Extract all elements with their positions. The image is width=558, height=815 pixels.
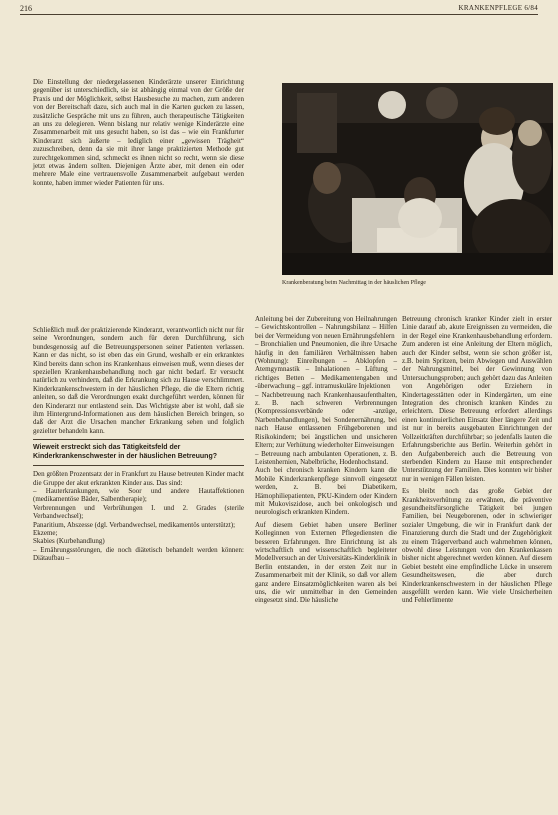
- list-item: Verbrennungen und Verbrühungen I. und 2. Grades (sterile Verbandwechsel);: [33, 503, 244, 521]
- column-2: [255, 315, 397, 609]
- section-heading: Wieweit erstreckt sich das Tätigkeitsfeld der Kinderkrankenschwester in der häuslichen Betreuung?: [33, 444, 217, 460]
- section-rule: [33, 439, 244, 440]
- list-item: Panaritium, Abszesse (dgl. Verbandwechsel, medikamentös unterstützt);: [33, 520, 236, 529]
- photo-home-care: [282, 83, 553, 275]
- running-head: KRANKENPFLEGE 6/84: [458, 4, 538, 12]
- paragraph: Es bleibt noch das große Gebiet der Krankheitsverhütung zu erwähnen, die präventive gesundheitsfürsorgliche Tätigkeit bei jungen Familien, bei Neugeborenen, oder in schwieriger sozialer Umgebung, die wir in Frankfurt dank der Finanzierung durch die Stadt und der Zugehörigkeit zu einem Trägerverband auch wahrnehmen können, obwohl diese Leistungen von den Krankenkassen bisher nicht abgerechnet werden können. Auf diesem Gebiet besteht eine empfindliche Lücke in unserem Gesundheitswesen, die aber durch Kinderkrankenschwestern in der häuslichen Pflege ausgefüllt werden kann. Wie viele Unsicherheiten und Fehlerlimente: [402, 487, 552, 605]
- paragraph: – Nachbetreuung nach Krankenhausaufenthalten, z. B. nach schweren Verbrennungen (Kompressionsverbände oder -anzüge, Narbenbehandlungen), bei Sondenernährung, bei nach Hause entlassenen Frühgeborenen und Risikokindern; bei ängstlichen und unsicheren Eltern; zur Verhütung wiederholter Einweisungen: [255, 390, 397, 450]
- paragraph: Auf diesem Gebiet haben unsere Berliner Kolleginnen von Externen Pflegediensten die besseren Erfahrungen. Ihre Einrichtung ist als wirtschaftlich und wissenschaftlich begleiteter Modellversuch an der Universitäts-Kinderklinik in Berlin entstanden, in der ersten Zeit nur in Zusammenarbeit mit der Klinik, so daß vor allem ganz andere Einsatzmöglichkeiten waren als bei uns, die wir unmittelbar in den Gemeinden eingesetzt sind. Die häusliche: [255, 520, 397, 605]
- paragraph: Anleitung bei der Zubereitung von Heilnahrungen – Gewichtskontrollen – Nahrungsbilanz – Hilfen bei der Vermeidung von neuen Ernährungsfehlern: [255, 315, 397, 340]
- section-rule: [33, 465, 244, 466]
- paragraph: Die Einstellung der niedergelassenen Kinderärzte unserer Einrichtung gegenüber ist unterschiedlich, sie ist abhängig einmal von der Größe der Praxis und der Möglichkeit, selbst Hausbesuche zu machen, zum anderen von der Bereitschaft dazu, sich auch mal in die Karten gucken zu lassen, zusätzliche Gespräche mit uns zu führen, auch therapeutische Tätigkeiten an uns zu delegieren. Wenn bislang nur relativ wenige Kinderärzte eine Zusammenarbeit mit uns gesucht haben, so ist das – wie ein Frankfurter Kinderarzt sich äußerte – lediglich einer „gewissen Trägheit“ zuzuschreiben, denn da sie mit ihrer lange praktizierten Methode gut zurechtgekommen sind, schmeckt es ihnen nicht so recht, wenn sie diese jetzt etwas ändern sollten. Diejenigen Ärzte aber, mit denen ein oder mehrere Male eine vertrauensvolle Zusammenarbeit aufgebaut werden konnte, haben immer wieder Patienten für uns.: [33, 78, 244, 187]
- photo-illustration: [282, 83, 553, 275]
- paragraph: Betreuung chronisch kranker Kinder zielt in erster Linie darauf ab, akute Ereignissen zu vermeiden, die in der Regel eine Krankenhausbehandlung erfordern. Zum anderen ist eine Anleitung der Eltern möglich, auch der Kinder selbst, wenn sie schon größer ist, z.B. beim Spritzen, beim Abwiegen und Auswählen der Nahrungsmittel, bei der Gewinnung von Untersuchungsproben; auch gehört dazu das Anleiten von Angehörigen oder Erziehern in Kindertagesstätten oder in Kindergärten, um eine Integration des chronisch kranken Kindes zu erleichtern. Diese Betreuung erfordert allerdings einen kontinuierlichen Einsatz über längere Zeit und ist nur in bereits ausgebauten Einrichtungen der Vollzeitkräften durchführbar; so jedenfalls lauten die Erfahrungsberichte aus Berlin. Weiterhin gehört in den Aufgabenbereich auch die Betreuung von sterbenden Kindern zu Hause mit entsprechender Unterstützung der Familien. Dies konnten wir bisher nur in wenigen Fällen leisten.: [402, 315, 552, 483]
- list-item: – Ernährungsstörungen, die noch diätetisch behandelt werden können: Diätaufbau –: [33, 545, 244, 563]
- paragraph: – Betreuung nach ambulanten Operationen, z. B. Leistenhernien, Nabelbrüche, Hodenhochstand.: [255, 449, 397, 466]
- header-rule: [20, 14, 538, 15]
- paragraph: – Bronchialien und Pneumonien, die ihre Ursache häufig in den familiären Verhältnissen haben (Wohnung): Einreibungen – Abklopfen – Atemgymnastik – Inhalationen – Lüftung – richtiges Betten – Medikamentengaben und -überwachung – ggf. intramuskuläre Injektionen: [255, 340, 397, 391]
- paragraph: Schließlich muß der praktizierende Kinderarzt, verantwortlich nicht nur für seine Verordnungen, sondern auch für deren Durchführung, sich bundesgenossig auf die Betreuungspersonen seiner Patienten verlassen. Kann er das nicht, so ist eben das ein Grund, weshalb er ein erkranktes Kind bereits dann schon ins Krankenhaus einweisen muß, wenn dieses der speziellen Krankenhausbehandlung noch gar nicht bedarf. Er versucht natürlich zu verhindern, daß die Erkrankung sich zu Hause verschlimmert. Kinderkrankenschwestern in der häuslichen Pflege, die die Eltern richtig anleiten, so daß die Verordnungen exakt durchgeführt werden, können für den Kinderarzt nur entlastend sein. Das Wichtigste aber ist wohl, daß sie ihm Hintergrund-Informationen aus dem häuslichen Bereich bringen, so daß der Arzt die Ursachen mancher Erkrankung sehen und folglich gezielter behandeln kann.: [33, 326, 244, 435]
- paragraph: Auch bei chronisch kranken Kindern kann die Mobile Kinderkrankenpflege sinnvoll eingesetzt werden, z. B. bei Diabetikern, Hämophiliepatienten, PKU-Kindern oder Kindern mit Mukoviszidose, auch bei onkologisch und neurologisch erkrankten Kindern.: [255, 466, 397, 517]
- column-1-bottom: [33, 326, 244, 563]
- column-3: [402, 315, 552, 609]
- list-item: Ekzeme;: [33, 528, 58, 537]
- paragraph: Den größten Prozentsatz der in Frankfurt zu Hause betreuten Kinder macht die Gruppe der akut erkrankten Kinder aus. Das sind:: [33, 470, 244, 487]
- page-number: 216: [20, 4, 32, 13]
- list-item: – Hauterkrankungen, wie Soor und andere Hautaffektionen (medikamentöse Bäder, Salbentherapie);: [33, 486, 244, 504]
- photo-caption: Krankenberatung beim Nachmittag in der häuslichen Pflege: [282, 280, 426, 286]
- column-1-top: [33, 78, 244, 191]
- list-item: Skabies (Kurbehandlung): [33, 537, 105, 546]
